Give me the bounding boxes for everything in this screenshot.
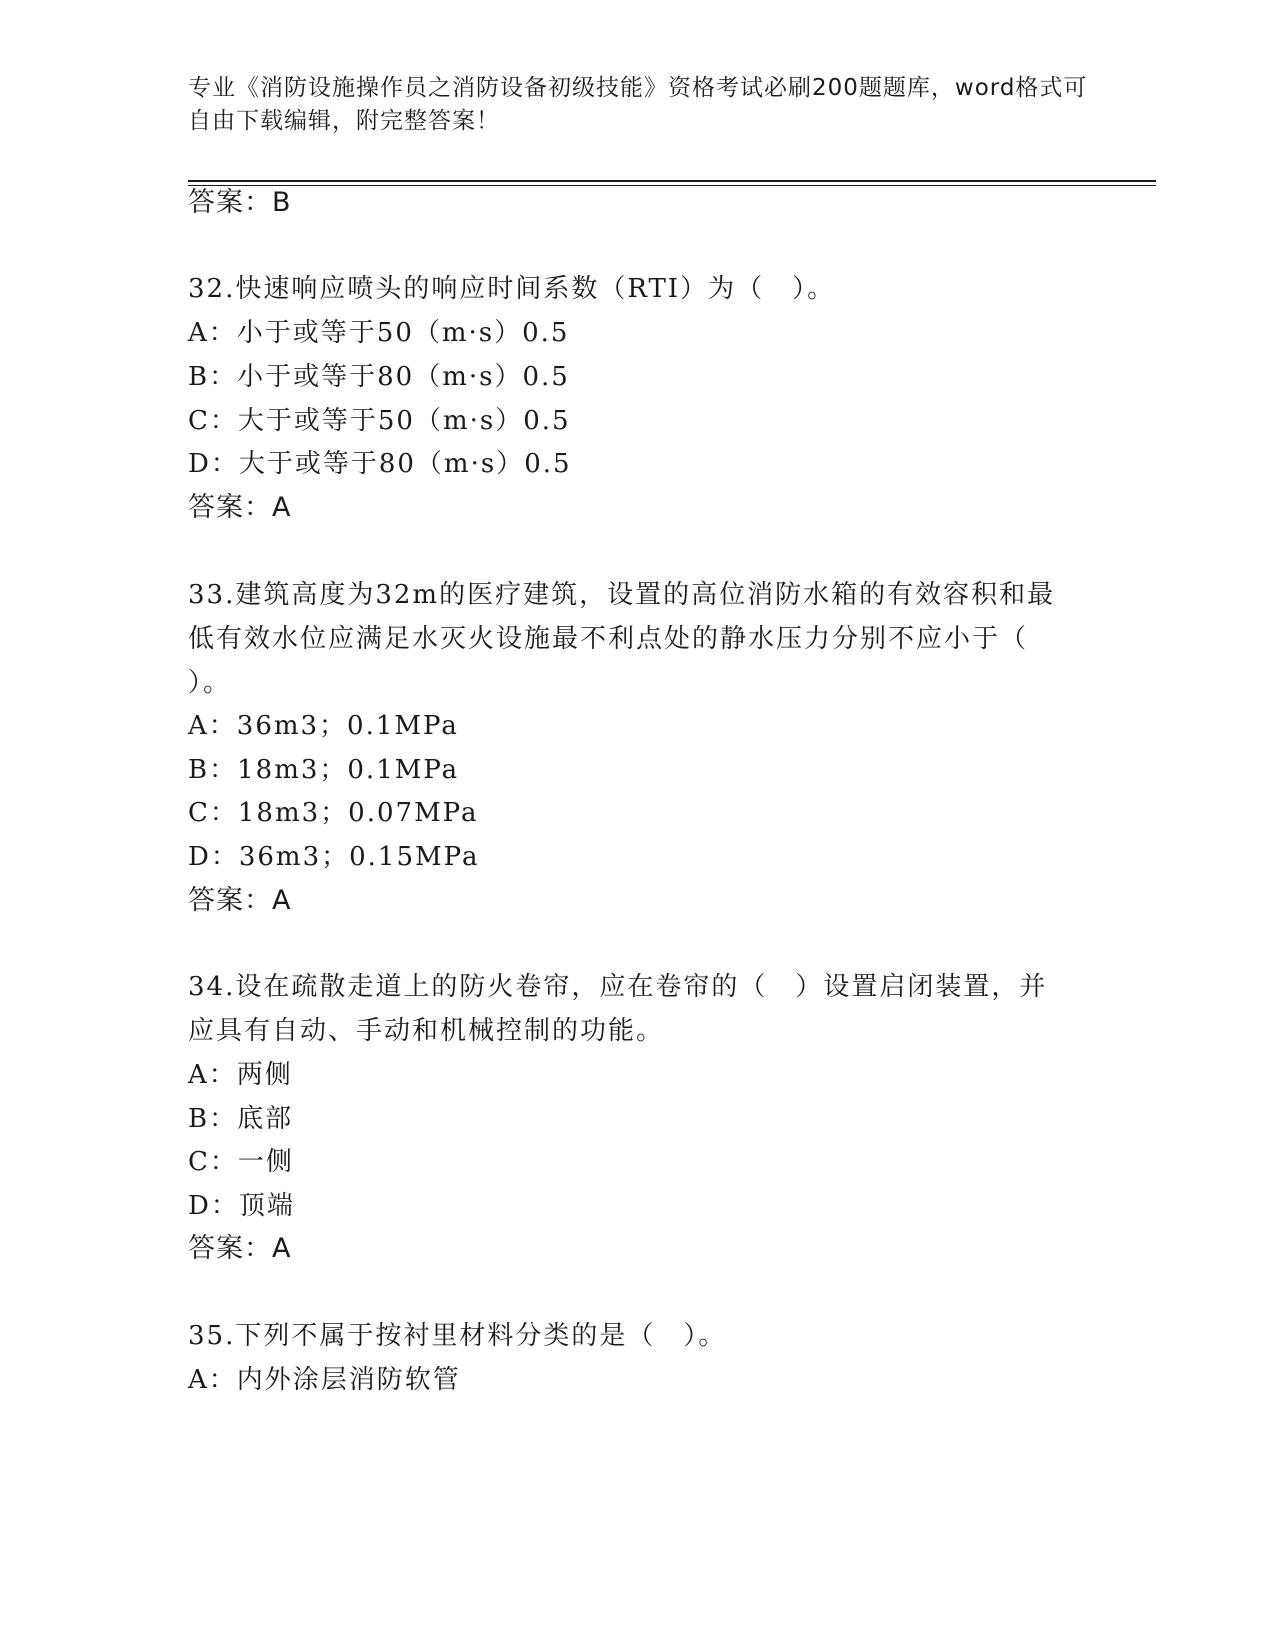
question-32-stem: 32.快速响应喷头的响应时间系数（RTI）为（ ）。 (188, 274, 836, 304)
question-33-option-c: C：18m3；0.07MPa (188, 798, 479, 828)
question-34-option-b: B：底部 (188, 1104, 294, 1134)
question-32-answer: 答案：A (188, 492, 292, 523)
question-33-stem-line-1: 33.建筑高度为32m的医疗建筑，设置的高位消防水箱的有效容积和最 (188, 580, 1056, 610)
question-32-option-a: A：小于或等于50（m·s）0.5 (188, 318, 570, 348)
page-header-text: 专业《消防设施操作员之消防设备初级技能》资格考试必刷200题题库，word格式可自由下载编辑，附完整答案！ (188, 75, 1088, 134)
question-34-option-c: C：一侧 (188, 1147, 294, 1177)
question-34-stem-line-2: 应具有自动、手动和机械控制的功能。 (188, 1016, 665, 1046)
question-33-answer: 答案：A (188, 885, 292, 916)
question-34-stem-line-1: 34.设在疏散走道上的防火卷帘，应在卷帘的（ ）设置启闭装置，并 (188, 972, 1048, 1002)
question-33-stem-line-3: ）。 (188, 668, 232, 698)
question-35-stem: 35.下列不属于按衬里材料分类的是（ ）。 (188, 1321, 727, 1351)
question-32-option-c: C：大于或等于50（m·s）0.5 (188, 406, 571, 436)
question-34-option-a: A：两侧 (188, 1060, 293, 1090)
question-33-option-d: D：36m3；0.15MPa (188, 842, 480, 872)
previous-answer: 答案：B (188, 187, 292, 218)
header-divider (188, 180, 1156, 186)
question-35-option-a: A：内外涂层消防软管 (188, 1365, 461, 1395)
question-32-option-b: B：小于或等于80（m·s）0.5 (188, 362, 570, 392)
question-32-option-d: D：大于或等于80（m·s）0.5 (188, 449, 572, 479)
question-33-stem-line-2: 低有效水位应满足水灭火设施最不利点处的静水压力分别不应小于（ (188, 624, 1029, 654)
question-34-answer: 答案：A (188, 1233, 292, 1264)
question-33-option-b: B：18m3；0.1MPa (188, 755, 460, 785)
question-34-option-d: D：顶端 (188, 1191, 295, 1221)
question-33-option-a: A：36m3；0.1MPa (188, 711, 459, 741)
